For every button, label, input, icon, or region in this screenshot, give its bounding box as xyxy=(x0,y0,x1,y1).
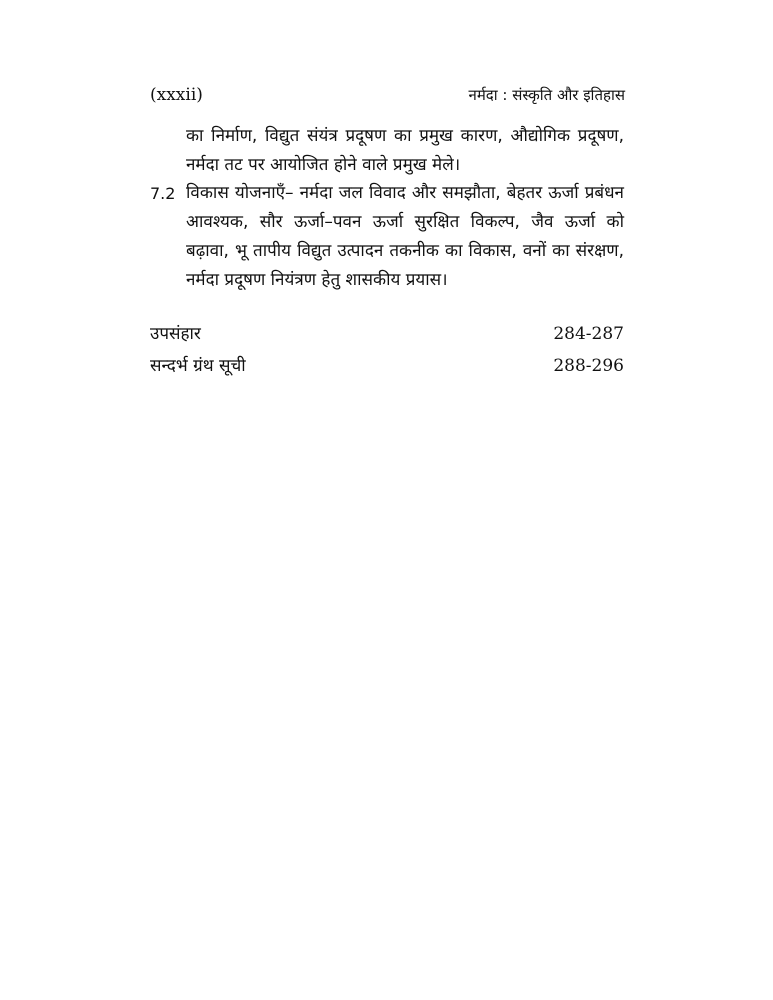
item-paragraph: विकास योजनाएँ– नर्मदा जल विवाद और समझौता, बेहतर ऊर्जा प्रबंधन आवश्यक, सौर ऊर्जा–पवन ऊर्जा सुरक्षित विकल्प, जैव ऊर्जा को बढ़ावा, भू तापीय विद्युत उत्पादन तकनीक का विकास, वनों का संरक्षण, नर्मदा प्रदूषण नियंत्रण हेतु शासकीय प्रयास। xyxy=(186,183,624,290)
toc-row-bibliography xyxy=(150,352,624,380)
page-header xyxy=(150,84,625,108)
item-number: 7.2 xyxy=(150,184,176,203)
toc-row-epilogue xyxy=(150,320,624,348)
toc-label: सन्दर्भ ग्रंथ सूची xyxy=(150,356,246,376)
page-number: (xxxii) xyxy=(150,85,203,105)
toc-page-range: 284-287 xyxy=(553,324,624,344)
running-title: नर्मदा : संस्कृति और इतिहास xyxy=(468,86,625,104)
toc-page-range: 288-296 xyxy=(553,356,624,376)
toc-label: उपसंहार xyxy=(150,324,201,344)
continued-paragraph: का निर्माण, विद्युत संयंत्र प्रदूषण का प्रमुख कारण, औद्योगिक प्रदूषण, नर्मदा तट पर आयोजित होने वाले प्रमुख मेले। xyxy=(186,126,624,175)
